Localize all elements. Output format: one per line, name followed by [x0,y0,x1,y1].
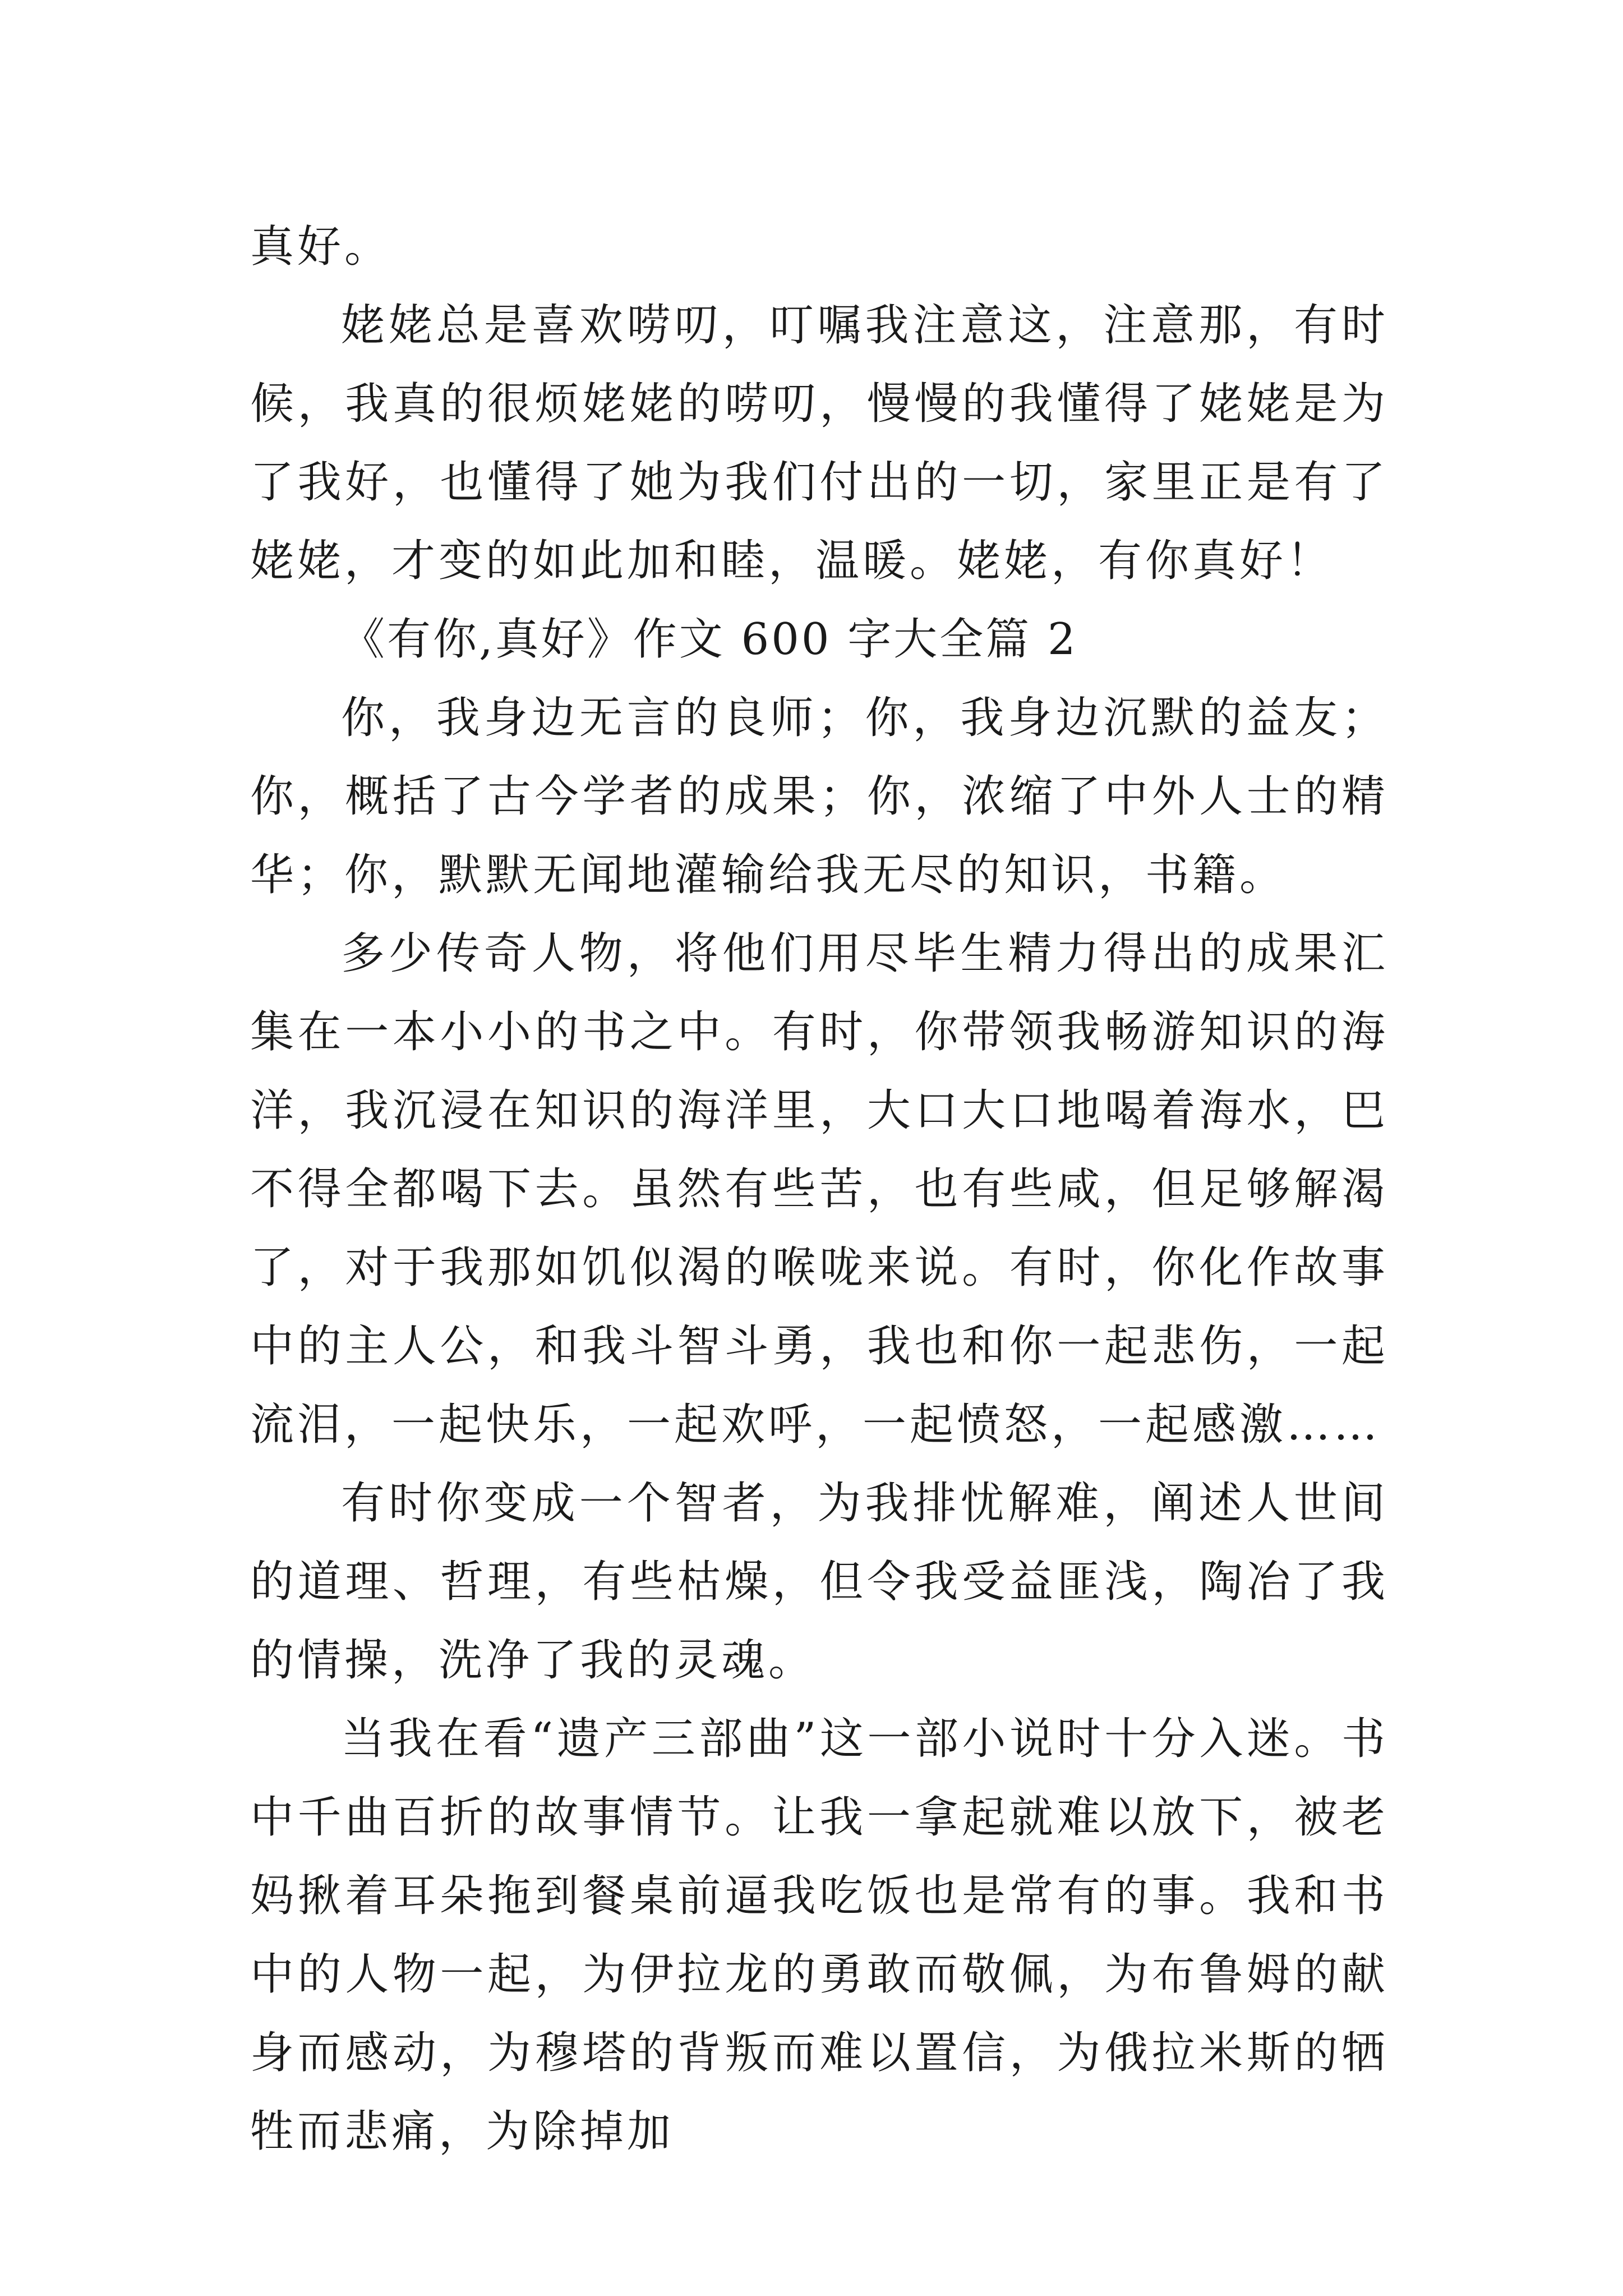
paragraph-books-intro: 你，我身边无言的良师；你，我身边沉默的益友；你，概括了古今学者的成果；你，浓缩了中外人士的精华；你，默默无闻地灌输给我无尽的知识，书籍。 [250,693,1389,900]
paragraph-grandma: 姥姥总是喜欢唠叨，叮嘱我注意这，注意那，有时候，我真的很烦姥姥的唠叨，慢慢的我懂得了姥姥是为了我好，也懂得了她为我们付出的一切，家里正是有了姥姥，才变的如此加和睦，温暖。姥姥，有你真好！ [250,300,1389,586]
paragraph-wise-one: 有时你变成一个智者，为我排忧解难，阐述人世间的道理、哲理，有些枯燥，但令我受益匪浅，陶冶了我的情操，洗净了我的灵魂。 [250,1478,1389,1686]
section-heading: 《有你,真好》作文 600 字大全篇 2 [341,614,1078,665]
text-body [250,208,1389,2171]
paragraph-inheritance-cycle: 当我在看“遗产三部曲”这一部小说时十分入迷。书中千曲百折的故事情节。让我一拿起就难以放下，被老妈揪着耳朵拖到餐桌前逼我吃饭也是常有的事。我和书中的人物一起，为伊拉龙的勇敢而敬佩，为布鲁姆的献身而感动，为穆塔的背叛而难以置信，为俄拉米斯的牺牲而悲痛，为除掉加 [250,1714,1389,2157]
paragraph-legends: 多少传奇人物，将他们用尽毕生精力得出的成果汇集在一本小小的书之中。有时，你带领我畅游知识的海洋，我沉浸在知识的海洋里，大口大口地喝着海水，巴不得全都喝下去。虽然有些苦，也有些咸，但足够解渴了，对于我那如饥似渴的喉咙来说。有时，你化作故事中的主人公，和我斗智斗勇，我也和你一起悲伤，一起流泪，一起快乐，一起欢呼，一起愤怒，一起感激…… [250,928,1389,1450]
paragraph-continuation: 真好。 [250,222,392,272]
